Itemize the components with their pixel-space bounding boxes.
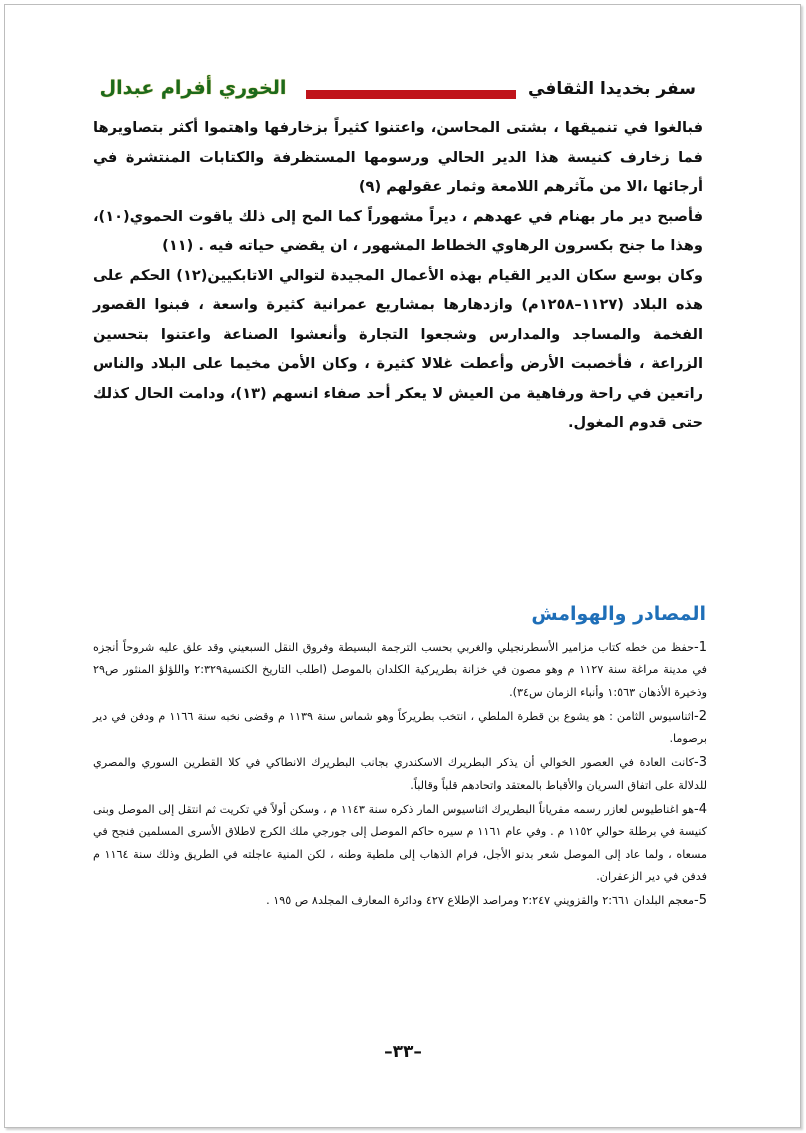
references-list	[93, 637, 707, 915]
header-author: الخوري أفرام عبدال	[80, 74, 306, 102]
header-book-title: سفر بخديدا الثقافي	[516, 76, 708, 102]
reference-item-5	[93, 890, 707, 912]
reference-number: 5-	[694, 893, 707, 909]
reference-item-1	[93, 637, 707, 704]
reference-text: هو اغناطيوس لعازر رسمه مفرياناً البطريرك اثناسيوس المار ذكره سنة ١١٤٣ م ، وسكن أولاً في تكريت ثم انتقل إلى الموصل وبنى كنيسة في برطلة حوالي ١١٥٢ م . وفي عام ١١٦١ م سيره حاكم الموصل إلى جورجي ملك الكرج لاطلاق الأسرى المسلمين فنجح في مسعاه ، ولما عاد إلى الموصل شعر بدنو الأجل، فرام الذهاب إلى ملطية وطنه ، لكن المنية عاجلته في الطريق وذلك سنة ١١٦٤ م فدفن في دير الزعفران.	[93, 803, 707, 883]
reference-item-2	[93, 706, 707, 751]
reference-item-4	[93, 799, 707, 888]
references-heading: المصادر والهوامش	[531, 603, 706, 625]
reference-number: 2-	[694, 708, 707, 724]
reference-number: 3-	[694, 755, 707, 771]
reference-text: معجم البلدان ٢:٦٦١ والقزويني ٢:٢٤٧ ومراصد الإطلاع ٤٢٧ ودائرة المعارف المجلد٨ ص ١٩٥ .	[266, 894, 695, 908]
reference-text: حفظ من خطه كتاب مزامير الأسطرنجيلي والغربي بحسب الترجمة البسيطة وفروق النقل السبعيني وقد علق عليه شروحاً أنجزه في مدينة مراغة سنة ١١٢٧ م وهو مصون في خزانة بطريركية الكلدان بالموصل (اطلب التاريخ الكنسية٢:٣٢٩ واللؤلؤ المنثور ص٢٩ وذخيرة الأذهان ١:٥٦٣ وأنباء الزمان س٣٤).	[93, 641, 707, 699]
reference-number: 1-	[694, 640, 707, 655]
reference-text: اثناسيوس الثامن : هو يشوع بن قطرة الملطي ، انتخب بطريركاً وهو شماس سنة ١١٣٩ م وقضى نخبه سنة ١١٦٦ م ودفن في دير برصوما.	[93, 709, 707, 746]
paragraph-2: فأصبح دير مار بهنام في عهدهم ، ديراً مشهوراً كما المح إلى ذلك ياقوت الحموي(١٠)، وهذا ما جنح بكسرون الرهاوي الخطاط المشهور ، ان يقضي حياته فيه . (١١)	[93, 207, 703, 254]
reference-text: كانت العادة في العصور الخوالي أن يذكر البطريرك الاسكندري بجانب البطريرك الانطاكي في كلا القطرين السوري والمصري للدلالة على اتفاق السريان والأقباط بالمعتقد واتحادهم قلباً وقالباً.	[93, 756, 707, 792]
paragraph-3: وكان بوسع سكان الدير القيام بهذه الأعمال المجيدة لتوالي الاتابكيين(١٢) الحكم على هذه البلاد (١١٢٧–١٢٥٨م) وازدهارها بمشاريع عمرانية كثيرة واسعة ، فبنوا القصور الفخمة والمساجد والمدارس وشجعوا التجارة وأنعشوا الصناعة واعتنوا بتحسين الزراعة ، فأخصبت الأرض وأعطت غلالا كثيرة ، وكان الأمن مخيما على البلاد والناس راتعين في راحة ورفاهية من العيش لا يعكر أحد صفاء انسهم (١٣)، ودامت الحال كذلك حتى قدوم المغول.	[93, 266, 703, 431]
reference-item-3	[93, 752, 707, 797]
reference-number: 4-	[694, 802, 707, 818]
main-text	[93, 113, 703, 438]
page-number: –٣٣–	[384, 1042, 422, 1062]
paragraph-1: فبالغوا في تنميقها ، بشتى المحاسن، واعتنوا كثيراً بزخارفها واهتموا أكثر بتصاويرها فما زخارف كنيسة هذا الدير الحالي ورسومها المستظرفة والكتابات المنتشرة في أرجائها ،الا من مآثرهم اللامعة وثمار عقولهم (٩)	[93, 119, 703, 195]
